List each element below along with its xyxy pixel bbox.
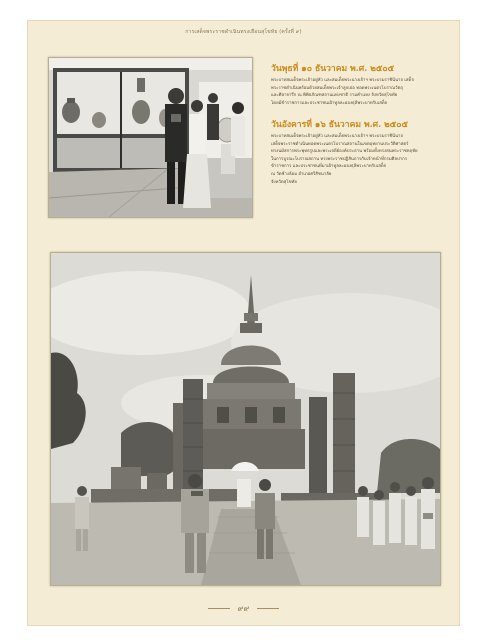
entry-2 (271, 120, 453, 186)
entry-1-line: พระราชดำเนินพร้อมด้วยสมเด็จพระเจ้าลูกเธอ ทอดพระเนตรโบราณวัตถุ (271, 85, 403, 91)
entry-2-line: พระบาทสมเด็จพระเจ้าอยู่หัว และสมเด็จพระนางเจ้าฯ พระบรมราชินีนาถ (271, 134, 404, 139)
entry-2-line: เสด็จพระราชดำเนินทอดพระเนตรโบราณสถานในเขตอุทยานประวัติศาสตร์ (271, 141, 409, 147)
entry-1 (271, 64, 453, 107)
entry-2-line: ในการบูรณะโบราณสถาน ทรงพระราชปฏิสันถารกับเจ้าหน้าที่กรมศิลปากร (271, 156, 408, 162)
entry-1-line: และศิลาจารึก ณ พิพิธภัณฑสถานแห่งชาติ รามคำแหง จังหวัดสุโขทัย (271, 93, 398, 99)
entry-2-body (271, 133, 453, 186)
entry-1-heading: วันพุธที่ ๑๐ ธันวาคม พ.ศ. ๒๕๐๕ (271, 64, 395, 74)
museum-visit-photo (48, 57, 253, 218)
entry-1-line: โดยมีข้าราชการและประชาชนเฝ้าทูลละอองธุลีพระบาทรับเสด็จ (271, 100, 388, 106)
entry-2-line: ข้าราชการ และประชาชนที่มาเฝ้าทูลละอองธุลีพระบาทรับเสด็จ (271, 164, 387, 170)
entry-2-line: จังหวัดสุโขทัย (271, 179, 297, 185)
entry-2-line: ณ วัดช้างล้อม อำเภอศรีสัชนาลัย (271, 171, 332, 177)
temple-visit-photo (50, 252, 441, 586)
entry-2-heading: วันอังคารที่ ๑๖ ธันวาคม พ.ศ. ๒๕๐๕ (271, 120, 408, 130)
museum-visit-photo-art (49, 58, 252, 217)
entry-1-line: พระบาทสมเด็จพระเจ้าอยู่หัว และสมเด็จพระนางเจ้าฯ พระบรมราชินีนาถ เสด็จ (271, 78, 414, 83)
running-head: การเสด็จพระราชดำเนินทรงเยือนสุโขทัย (ครั้งที่ ๙) (185, 29, 302, 35)
entry-1-body (271, 77, 453, 107)
entry-2-line: ทรงนมัสการพระพุทธรูปและพระเจดีย์องค์ประธาน พร้อมทั้งทรงสนพระราชหฤทัย (271, 149, 418, 155)
page-number-text: ๙๙ (208, 602, 280, 615)
book-page (27, 20, 460, 626)
temple-visit-photo-art (51, 253, 440, 585)
page-number (28, 596, 459, 615)
